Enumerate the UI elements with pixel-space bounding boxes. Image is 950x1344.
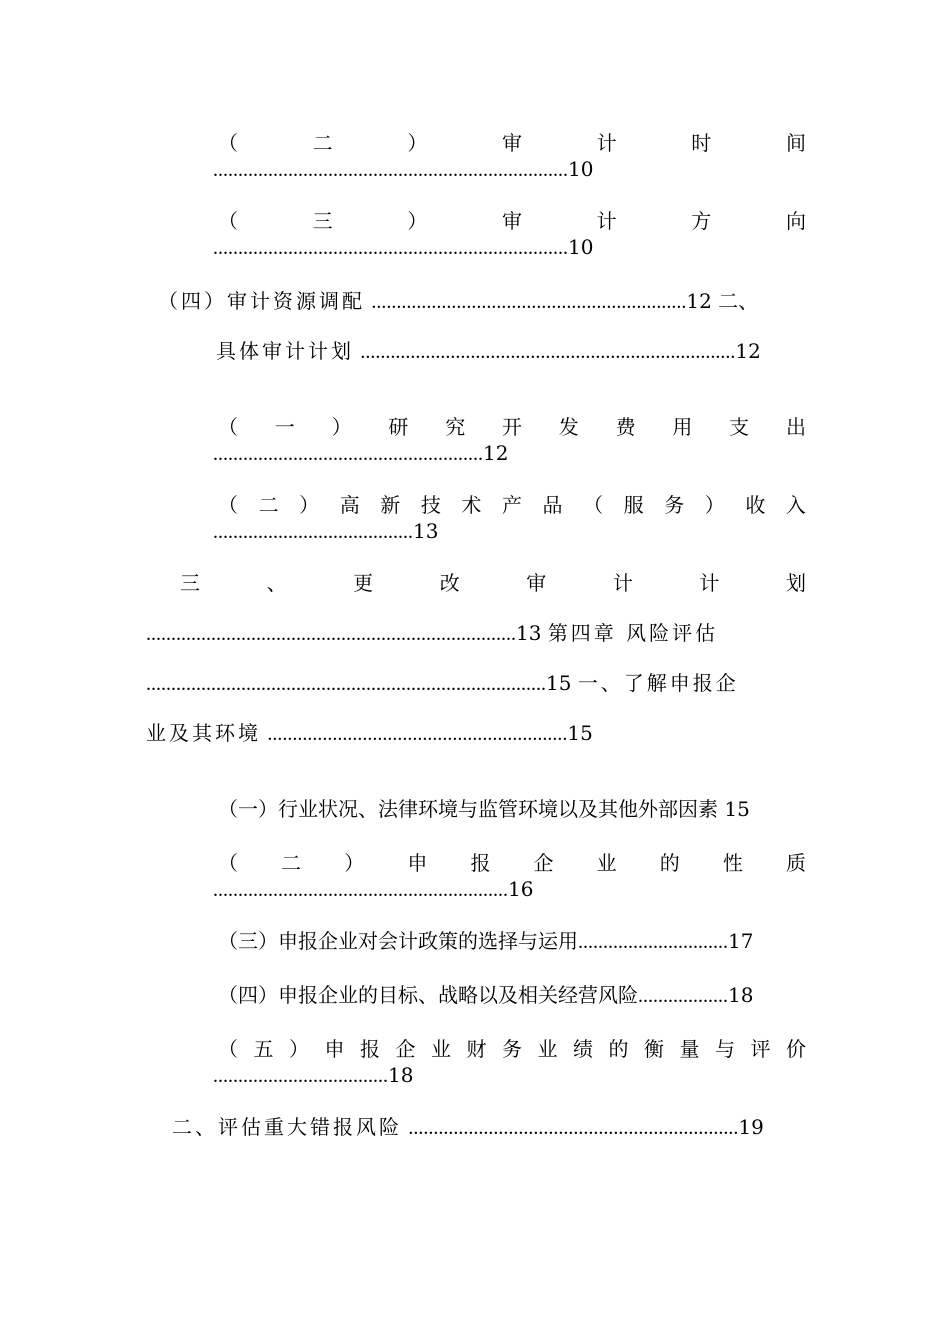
toc-char: ） [289,1037,309,1061]
toc-char: 业 [431,1037,451,1061]
toc-char: （ [218,131,238,155]
toc-char: 评 [750,1037,771,1061]
toc-char: 二 [258,493,279,517]
toc-entry-accounting-policy[interactable] [218,928,753,955]
toc-char: 的 [608,1037,629,1061]
toc-page-number: 16 [508,877,534,901]
toc-leader-line [146,620,718,647]
toc-char: 报 [470,851,491,875]
toc-char: 计 [699,571,720,595]
toc-char: 发 [558,415,579,439]
toc-char: 业 [596,851,617,875]
toc-char: 量 [679,1037,700,1061]
toc-char: 方 [691,209,712,233]
toc-leader-line [213,156,593,183]
toc-entry-title: （四）审计资源调配 [158,289,365,313]
toc-char: 申 [407,851,428,875]
toc-entry-title: （三）申报企业对会计政策的选择与运用 [218,929,578,953]
toc-entry-title: 业及其环境 [146,721,261,745]
toc-char: （ [583,493,604,517]
toc-leader-line [146,670,739,697]
toc-entry-title: 二、评估重大错报风险 [172,1115,402,1139]
toc-char: 计 [596,131,617,155]
toc-entry-resource-allocation[interactable] [158,288,758,315]
toc-char: （ [218,415,238,439]
toc-page-number: 12 [483,441,509,465]
toc-char: ） [704,493,725,517]
toc-char: 时 [691,131,712,155]
toc-char: 研 [388,415,409,439]
toc-char: ） [344,851,365,875]
toc-char: 企 [395,1037,416,1061]
toc-page-number: 18 [388,1063,414,1087]
toc-entry-specific-plan[interactable] [216,338,761,365]
toc-char: 三 [180,571,200,595]
toc-dots: ........................................ [213,521,413,543]
toc-char: 计 [596,209,617,233]
toc-char: 绩 [573,1037,593,1061]
toc-entry-title: 具体审计计划 [216,339,354,363]
toc-char: （ [218,493,238,517]
toc-page-number: 13 [413,519,439,543]
toc-entry-continuation: 二、 [718,289,759,313]
toc-dots: .................. [638,985,728,1007]
toc-page-number: 19 [738,1115,764,1139]
toc-char: 高 [339,493,360,517]
toc-char: 务 [664,493,685,517]
toc-char: 与 [715,1037,735,1061]
toc-char: （ [218,1037,238,1061]
toc-char: ） [331,415,352,439]
toc-char: 二 [312,131,333,155]
toc-char: 二 [281,851,302,875]
toc-chapter-title[interactable]: 第四章 风险评估 [547,621,719,645]
toc-char: 衡 [644,1037,664,1061]
toc-char: 企 [533,851,554,875]
toc-char: 的 [659,851,680,875]
toc-char: 入 [785,493,806,517]
toc-dots: .................................................................. [408,1117,739,1139]
toc-entry-title: （一）行业状况、法律环境与监管环境以及其他外部因素 [218,797,718,821]
toc-entry-continuation[interactable]: 一、了解申报企 [577,671,739,695]
toc-char: 性 [722,851,743,875]
toc-char: 划 [785,571,806,595]
toc-entry-audit-time[interactable] [218,130,806,156]
toc-entry-enterprise-nature[interactable] [218,850,806,876]
toc-char: 术 [461,493,482,517]
toc-char: 收 [745,493,766,517]
toc-dots: ............................................................... [371,291,687,313]
toc-entry-hitech-income[interactable] [218,492,806,518]
toc-char: 审 [501,131,522,155]
toc-page-number: 17 [728,929,754,953]
toc-dots: ...................................................... [213,443,483,465]
toc-char: 究 [445,415,466,439]
toc-page-number: 12 [735,339,761,363]
toc-dots: ....................................................................... [213,159,568,181]
toc-char: 费 [615,415,636,439]
toc-char: 品 [542,493,563,517]
toc-char: 产 [501,493,522,517]
toc-entry-audit-direction[interactable] [218,208,806,234]
toc-char: 新 [380,493,401,517]
toc-entry-material-misstatement[interactable] [172,1114,764,1141]
toc-dots: ........................................................... [213,879,508,901]
toc-char: 、 [266,571,287,595]
toc-char: 一 [274,415,295,439]
toc-leader-line [213,234,593,261]
toc-char: 财 [466,1037,487,1061]
toc-page-number: 18 [728,983,754,1007]
toc-char: 质 [785,851,806,875]
toc-char: 业 [537,1037,558,1061]
toc-char: （ [218,209,238,233]
toc-leader-line [213,518,438,545]
toc-char: 更 [353,571,374,595]
toc-char: ） [407,209,428,233]
toc-dots: ........................................................................... [360,341,736,363]
toc-page-number: 15 [724,797,750,821]
toc-dots: ................................................................................ [146,673,546,695]
toc-char: 五 [253,1037,274,1061]
toc-leader-line [213,876,533,903]
toc-char: ） [299,493,320,517]
toc-leader-line [213,1062,413,1089]
toc-entry-rd-expense[interactable] [218,414,806,440]
toc-page-number: 10 [568,235,594,259]
toc-page-number: 15 [567,721,593,745]
toc-char: （ [218,851,238,875]
toc-page-number: 15 [546,671,572,695]
toc-entry-industry-factors[interactable] [218,796,750,822]
toc-entry-performance-evaluation[interactable] [218,1036,806,1062]
toc-char: 务 [502,1037,522,1061]
toc-char: 报 [360,1037,380,1061]
toc-char: 申 [324,1037,345,1061]
toc-entry-title: （四）申报企业的目标、战略以及相关经营风险 [218,983,638,1007]
toc-char: 支 [729,415,750,439]
toc-page-number: 13 [516,621,542,645]
toc-char: 技 [420,493,441,517]
toc-char: 三 [312,209,333,233]
toc-char: 计 [612,571,633,595]
toc-char: 用 [672,415,693,439]
toc-char: 出 [785,415,806,439]
toc-page-number: 12 [686,289,712,313]
toc-char: 向 [785,209,806,233]
toc-dots: .............................. [578,931,728,953]
toc-char: 服 [623,493,644,517]
toc-char: 改 [439,571,460,595]
toc-char: 审 [501,209,522,233]
toc-dots: .......................................................................... [146,623,516,645]
toc-char: 开 [501,415,522,439]
toc-char: 审 [526,571,547,595]
toc-entry-plan-change[interactable] [180,570,806,596]
toc-char: 间 [785,131,806,155]
toc-dots: ................................... [213,1065,388,1087]
toc-char: ） [407,131,428,155]
toc-dots: ....................................................................... [213,237,568,259]
toc-leader-line [213,440,508,467]
toc-char: 价 [786,1037,806,1061]
toc-entry-enterprise-environment[interactable] [146,720,593,747]
toc-page-number: 10 [568,157,594,181]
toc-entry-goals-strategy[interactable] [218,982,753,1009]
toc-dots: ............................................................ [267,723,568,745]
